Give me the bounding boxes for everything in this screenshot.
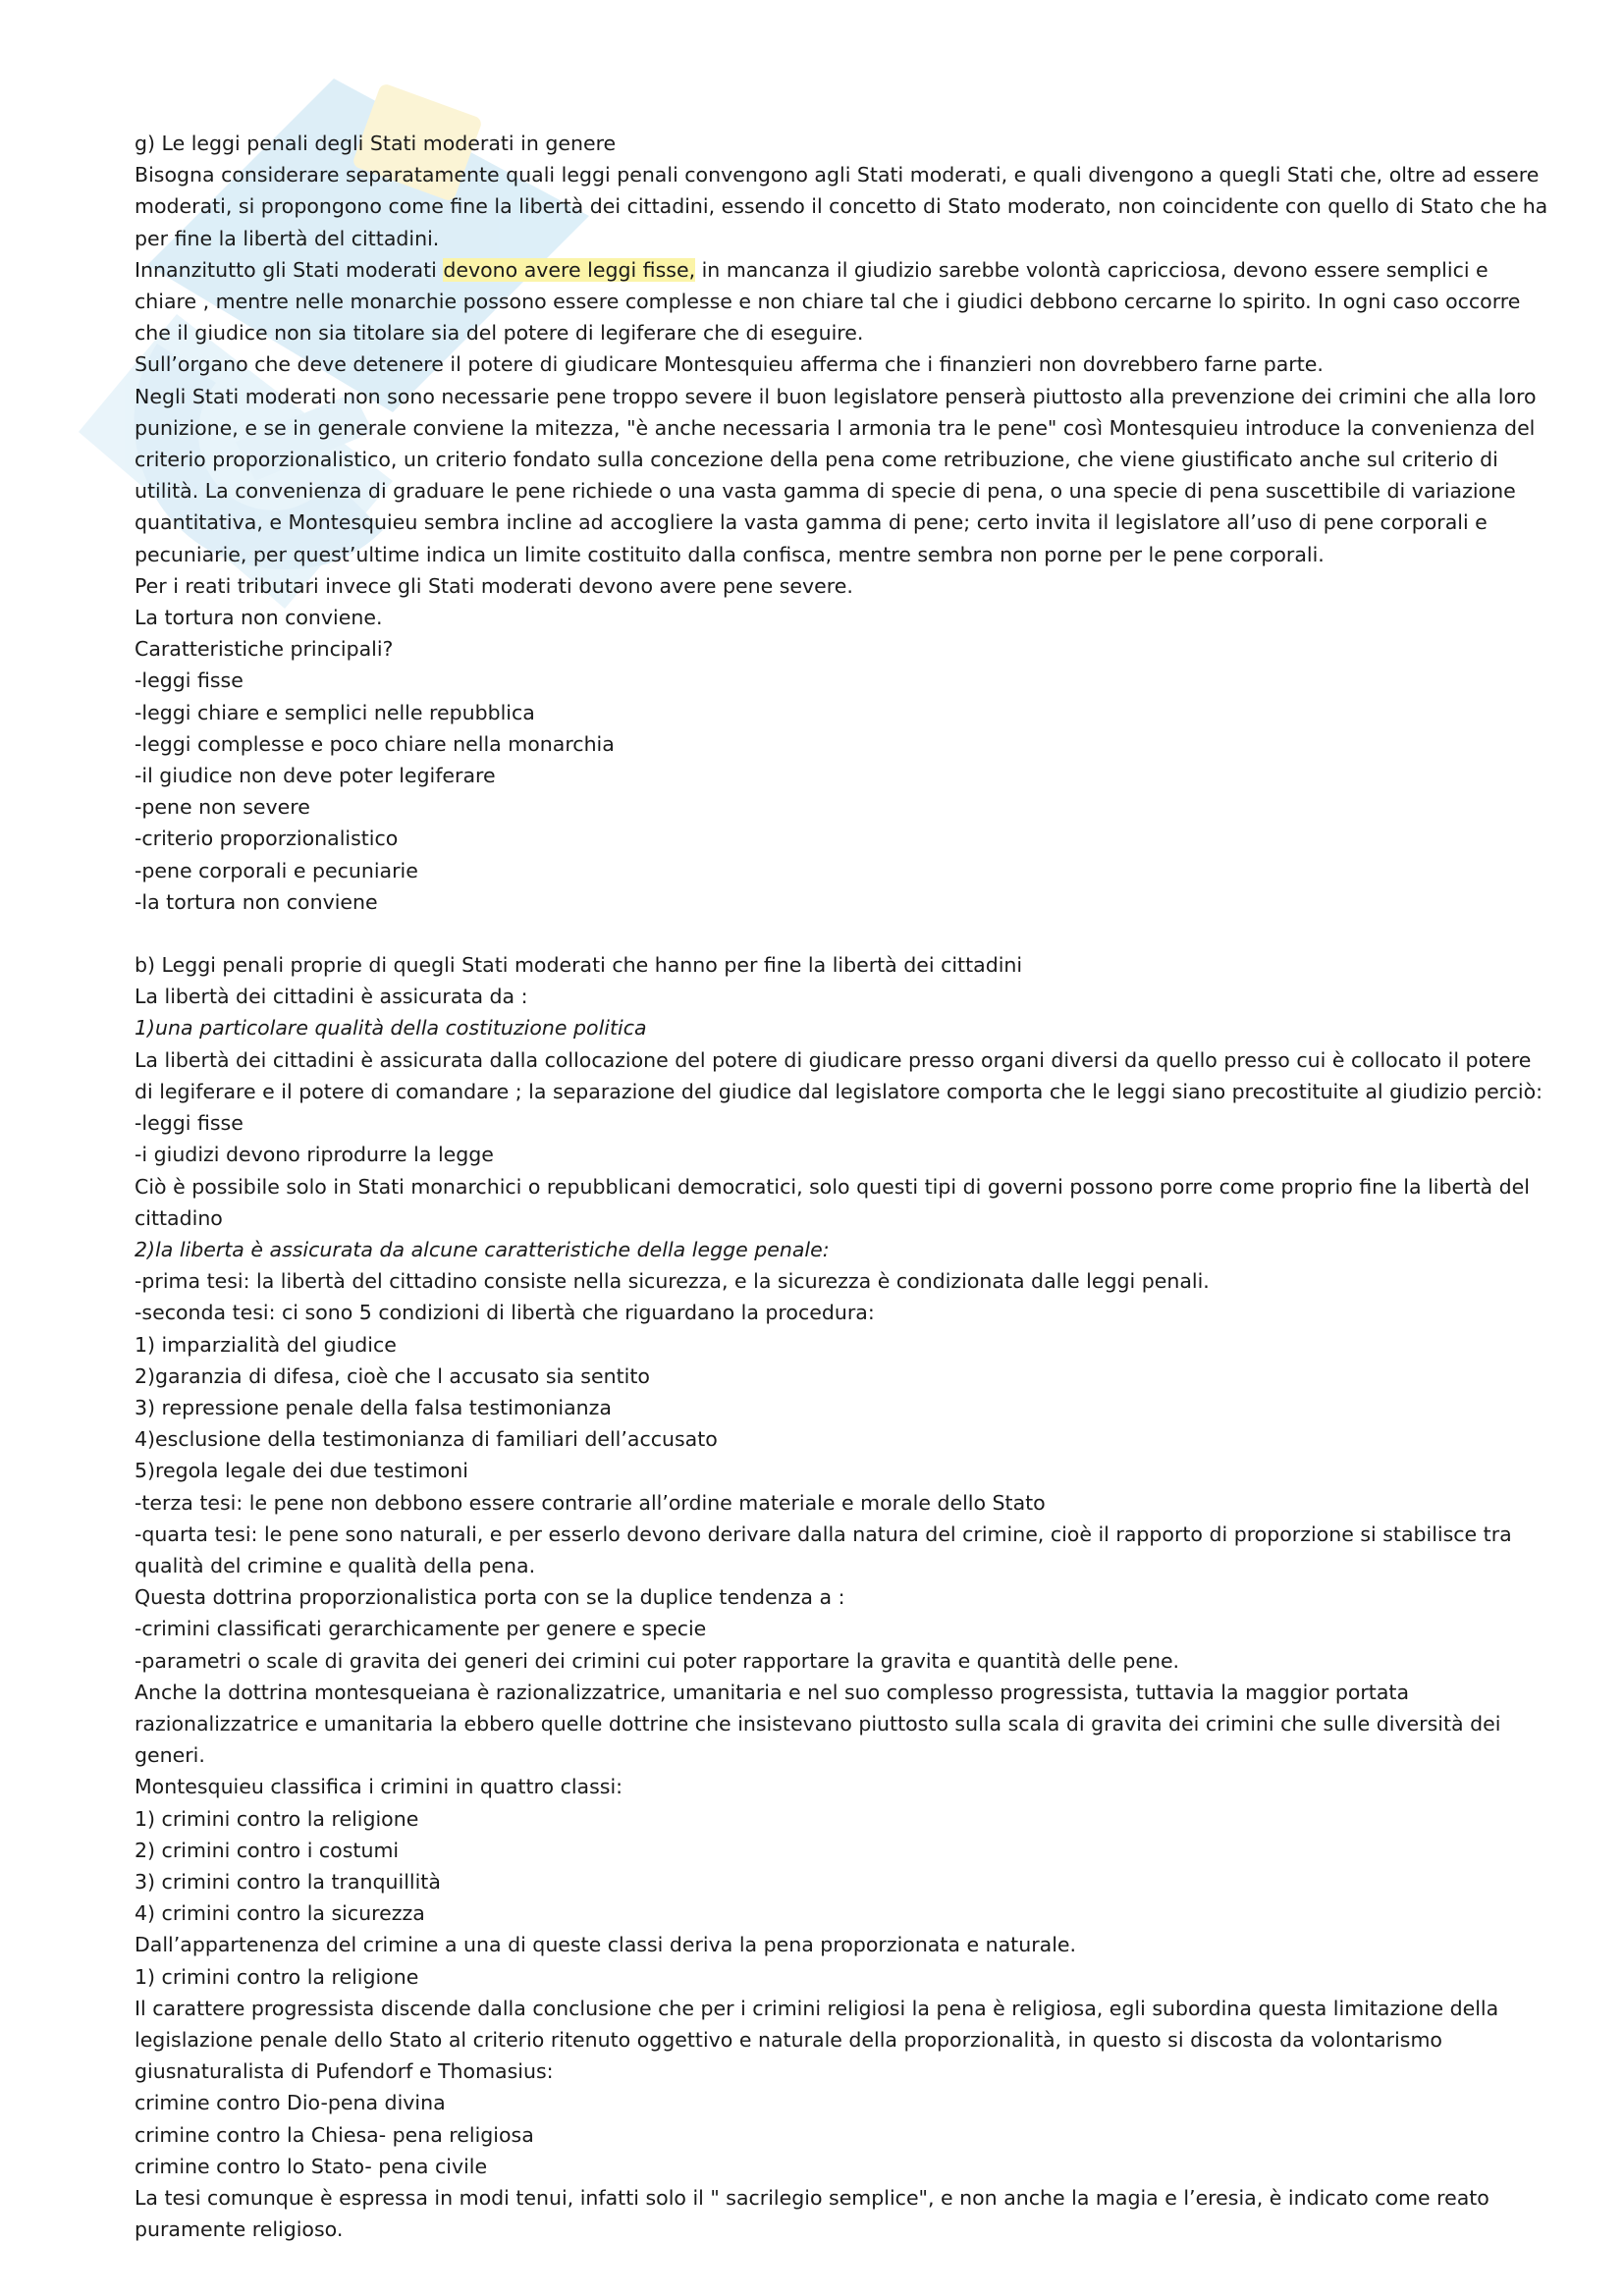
section-b-paragraph: Questa dottrina proporzionalistica porta con se la duplice tendenza a : xyxy=(135,1585,845,1610)
list-item: 5)regola legale dei due testimoni xyxy=(135,1459,468,1483)
subheading: 1)una particolare qualità della costituzione politica xyxy=(135,1016,647,1041)
list-item: crimine contro la Chiesa- pena religiosa xyxy=(135,2122,534,2147)
list-item: crimine contro lo Stato- pena civile xyxy=(135,2154,488,2178)
list-item: -il giudice non deve poter legiferare xyxy=(135,764,496,788)
list-item: 3) crimini contro la tranquillità xyxy=(135,1869,441,1894)
list-item: -criterio proporzionalistico xyxy=(135,827,399,851)
section-b-paragraph: Il carattere progressista discende dalla conclusione che per i crimini religiosi la pena è religiosa, egli subordina questa limitazione della legislazione penale dello Stato al criterio ritenuto oggettivo e naturale della proporzionalità, in questo si discosta da volontarismo giusnaturalista di Pufendorf e Thomasius: xyxy=(135,1996,1499,2084)
section-b-paragraph: Ciò è possibile solo in Stati monarchici o repubblicani democratici, solo questi tipi di governi possono porre come proprio fine la libertà del cittadino xyxy=(135,1174,1530,1230)
list-item: -pene corporali e pecuniarie xyxy=(135,858,418,882)
list-item: -la tortura non conviene xyxy=(135,889,378,914)
section-b-paragraph: La tesi comunque è espressa in modi tenui, infatti solo il " sacrilegio semplice", e non anche la magia e l’eresia, è indicato come reato puramente religioso. xyxy=(135,2186,1489,2242)
paragraph-spacer xyxy=(135,918,1548,949)
list-item: -crimini classificati gerarchicamente per genere e specie xyxy=(135,1617,707,1641)
document-body xyxy=(135,128,1548,2245)
list-item: -leggi chiare e semplici nelle repubblica xyxy=(135,700,535,724)
section-b-paragraph: 1) crimini contro la religione xyxy=(135,1964,419,1989)
section-b-paragraph: La libertà dei cittadini è assicurata da : xyxy=(135,985,528,1009)
section-g-paragraph: Sull’organo che deve detenere il potere di giudicare Montesquieu afferma che i finanzieri non dovrebbero farne parte. xyxy=(135,352,1324,377)
list-item: -seconda tesi: ci sono 5 condizioni di libertà che riguardano la procedura: xyxy=(135,1301,875,1325)
text-run: Innanzitutto gli Stati moderati xyxy=(135,257,444,282)
list-item: -quarta tesi: le pene sono naturali, e per esserlo devono derivare dalla natura del crimine, cioè il rapporto di proporzione si stabilisce tra qualità del crimine e qualità della pena. xyxy=(135,1522,1512,1577)
list-item: -pene non severe xyxy=(135,795,310,820)
text-run: in mancanza il giudizio sarebbe volontà capricciosa, devono essere semplici e chiare , mentre nelle monarchie possono essere complesse e non chiare tal che i giudici debbono cercarne lo spirito. In ogni caso occorre che il giudice non sia titolare sia del potere di legiferare che di eseguire. xyxy=(135,257,1521,346)
list-item: 4) crimini contro la sicurezza xyxy=(135,1901,425,1926)
section-b-paragraph: Anche la dottrina montesqueiana è razionalizzatrice, umanitaria e nel suo complesso progressista, tuttavia la maggior portata razionalizzatrice e umanitaria la ebbero quelle dottrine che insistevano piuttosto sulla scala di gravita dei crimini che sulle diversità dei generi. xyxy=(135,1680,1501,1768)
section-g-paragraph: Caratteristiche principali? xyxy=(135,637,394,662)
section-g-paragraph: La tortura non conviene. xyxy=(135,606,383,630)
list-item: -leggi fisse xyxy=(135,1111,244,1136)
list-item: 2)garanzia di difesa, cioè che l accusato sia sentito xyxy=(135,1363,650,1388)
list-item: -prima tesi: la libertà del cittadino consiste nella sicurezza, e la sicurezza è condizionata dalle leggi penali. xyxy=(135,1269,1210,1294)
list-item: crimine contro Dio-pena divina xyxy=(135,2091,446,2115)
list-item: -i giudizi devono riprodurre la legge xyxy=(135,1143,494,1167)
section-b-paragraph: La libertà dei cittadini è assicurata dalla collocazione del potere di giudicare presso organi diversi da quello presso cui è collocato il potere di legiferare e il potere di comandare ; la separazione del giudice dal legislatore comporta che le leggi siano precostituite al giudizio perciò: xyxy=(135,1047,1543,1103)
section-g-paragraph: Negli Stati moderati non sono necessarie pene troppo severe il buon legislatore penserà piuttosto alla prevenzione dei crimini che alla loro punizione, e se in generale conviene la mitezza, "è anche necessaria l armonia tra le pene" così Montesquieu introduce la convenienza del criterio proporzionalistico, un criterio fondato sulla concezione della pena come retribuzione, che viene giustificato anche sul criterio di utilità. La convenienza di graduare le pene richiede o una vasta gamma di specie di pena, o una specie di pena suscettibile di variazione quantitativa, e Montesquieu sembra incline ad accogliere la vasta gamma di pene; certo invita il legislatore all’uso di pene corporali e pecuniarie, per quest’ultime indica un limite costituito dalla confisca, mentre sembra non porne per le pene corporali. xyxy=(135,384,1537,566)
list-item: -parametri o scale di gravita dei generi dei crimini cui poter rapportare la gravita e quantità delle pene. xyxy=(135,1648,1180,1673)
subheading: 2)la liberta è assicurata da alcune caratteristiche della legge penale: xyxy=(135,1237,830,1261)
section-g-paragraph xyxy=(135,254,1548,349)
section-g-paragraph: Bisogna considerare separatamente quali leggi penali convengono agli Stati moderati, e quali divengono a quegli Stati che, oltre ad essere moderati, si propongono come fine la libertà dei cittadini, essendo il concetto di Stato moderato, non coincidente con quello di Stato che ha per fine la libertà del cittadini. xyxy=(135,163,1548,250)
list-item: -leggi complesse e poco chiare nella monarchia xyxy=(135,731,615,756)
list-item: 1) imparzialità del giudice xyxy=(135,1332,397,1357)
section-b-title: b) Leggi penali proprie di quegli Stati moderati che hanno per fine la libertà dei cittadini xyxy=(135,953,1023,978)
list-item: 1) crimini contro la religione xyxy=(135,1806,419,1831)
highlighted-text: devono avere leggi fisse, xyxy=(443,257,696,282)
section-g-title: g) Le leggi penali degli Stati moderati in genere xyxy=(135,132,617,155)
list-item: -terza tesi: le pene non debbono essere contrarie all’ordine materiale e morale dello Stato xyxy=(135,1490,1046,1515)
section-g-paragraph: Per i reati tributari invece gli Stati moderati devono avere pene severe. xyxy=(135,573,853,598)
section-b-paragraph: Dall’appartenenza del crimine a una di queste classi deriva la pena proporzionata e naturale. xyxy=(135,1933,1077,1957)
list-item: 4)esclusione della testimonianza di familiari dell’accusato xyxy=(135,1427,718,1452)
list-item: 3) repressione penale della falsa testimonianza xyxy=(135,1395,612,1419)
section-b-paragraph: Montesquieu classifica i crimini in quattro classi: xyxy=(135,1775,623,1799)
list-item: -leggi fisse xyxy=(135,668,244,693)
list-item: 2) crimini contro i costumi xyxy=(135,1838,400,1862)
